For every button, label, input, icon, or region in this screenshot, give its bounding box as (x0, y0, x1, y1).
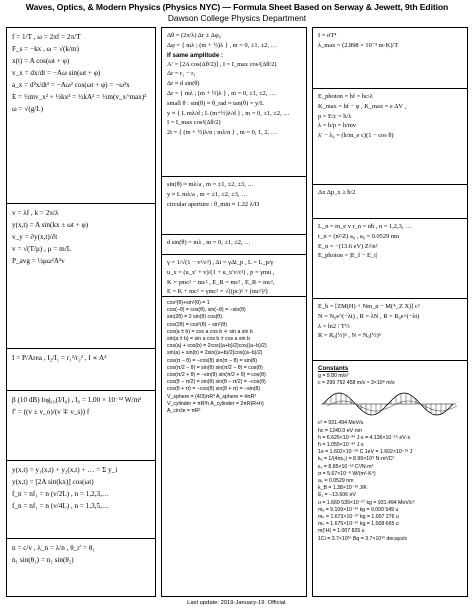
formula-line: A′ = [2A cos(Δθ/2)] , I = I_max cos²(Δθ/2) (167, 60, 277, 68)
formula-line: c² = 931.494 MeV/u (318, 420, 364, 427)
formula-line: Δr ≈ d sin(θ) (167, 80, 200, 88)
col2-section-2 (162, 176, 306, 234)
formula-line: y(x,t) = y₁(x,t) + y₂(x,t) + … = Σ y_i (12, 466, 118, 474)
col1-section-5 (7, 460, 155, 538)
formula-line: ε₀ = 8.85×10⁻¹² C²/N·m² (318, 463, 374, 470)
formula-line: sin(a ± b) = sin a cos b ± cos a sin b (167, 336, 250, 343)
col2-section-1 (162, 28, 306, 176)
column-modern-physics (312, 27, 468, 597)
formula-line: cos(a ± b) = cos a cos b ∓ sin a sin b (167, 328, 253, 335)
formula-line: hc = 1240.0 eV·nm (318, 427, 362, 434)
col1-section-2 (7, 203, 155, 348)
formula-line: Δθ = (2π/λ) Δr ± Δφ₀ (167, 32, 221, 39)
formula-line: n = c/v , λ_n = λ/n , θ_r′ = θ₁ (12, 544, 95, 552)
formula-line: γ = 1/√(1 − v²/c²) , Δt = γΔt_p , L = L_p/γ (167, 259, 274, 266)
formula-line: f_n = nf₁ = n (v/4L) , n = 1,3,5,… (12, 502, 110, 510)
formula-line: f_n = nf₁ = n (v/2L) , n = 1,2,3,… (12, 490, 110, 498)
col3-section-4 (313, 218, 467, 298)
formula-line: n₁ sin(θ₁) = n₂ sin(θ₂) (12, 556, 74, 564)
formula-line: Δx Δp_x ≥ ħ/2 (318, 189, 356, 196)
col1-section-3 (7, 348, 155, 390)
formula-line: λ′ − λ₀ = (h/m_e c)(1 − cos θ) (318, 132, 394, 140)
formula-line: Δφ = { mλ ; (m + ½)λ } , m = 0, ±1, ±2, … (167, 41, 278, 49)
formula-line: h = 6.626×10⁻³⁴ J·s = 4.136×10⁻¹⁵ eV·s (318, 434, 411, 441)
formula-line: E_n = −(13.6 eV) Z²/n² (318, 242, 378, 250)
formula-line: cos²(θ)+sin²(θ) = 1 (167, 300, 210, 306)
formula-line: β (10 dB) log₁₀(I/I₀) , I₀ = 1.00 × 10⁻¹² W/m² (12, 396, 142, 404)
formula-line: N = N₀e^(−λt) , R = λN , R = R₀e^(−λt) (318, 312, 420, 320)
formula-line: A_circle = πR² (167, 408, 201, 415)
header (0, 2, 474, 24)
formula-line: cos(−θ) = cos(θ), sin(−θ) = −sin(θ) (167, 307, 246, 314)
formula-line: ħ = 1.055×10⁻³⁴ J·s (318, 442, 364, 449)
formula-line: f = 1/T , ω = 2πf = 2π/T (12, 33, 81, 41)
document-subtitle: Dawson College Physics Department (167, 13, 307, 23)
col3-section-2 (313, 88, 467, 184)
formula-line: sin(θ) ≈ mλ/a , m = ±1, ±2, ±3, … (167, 181, 254, 188)
formula-line: y(x,t) = A sin(kx ± ωt + φ) (12, 221, 89, 229)
formula-line: y ≈ L mλ/a , m = ±1, ±2, ±3, … (167, 190, 248, 198)
formula-line: 1Ci = 3.7×10¹⁰ Bq = 3.7×10¹⁰ decays/s (318, 535, 407, 542)
formula-line: I = σT⁴ (318, 32, 337, 39)
formula-line: E_b = [ZM(H) + Nm_n − M(ᴬ_Z X)] c² (318, 303, 420, 310)
formula-line: m(¹H) = 1.007 825 u (318, 528, 365, 535)
col1-section-6 (7, 538, 155, 597)
formula-line: λ_max = (2.898 × 10⁻³ m·K)/T (318, 41, 399, 49)
formula-line: c = 299 792 458 m/s ≈ 3×10⁸ m/s (318, 380, 395, 387)
formula-line: small θ : sin(θ) ≈ θ_rad ≈ tan(θ) = y/L (167, 99, 264, 107)
formula-line: y(x,t) = [2A sin(kx)] cos(ωt) (12, 478, 94, 486)
formula-line: E₁ = −13.606 eV (318, 492, 356, 499)
formula-line: a_x = d²x/dt² = −Aω² cos(ωt + φ) = −ω²x (12, 81, 130, 89)
formula-line: r_n = (n²/Z) a₀ , a₀ = 0.0529 nm (318, 232, 400, 240)
formula-line: cos(a) + cos(b) = 2cos((a+b)/2)cos((a−b)/2) (167, 343, 267, 350)
formula-line: sin(2θ) = 2 sin(θ) cos(θ) (167, 314, 222, 321)
formula-line: d sin(θ) = mλ , m = 0, ±1, ±2, … (167, 239, 251, 246)
formula-line: k_B = 1.38×10⁻²³ J/K (318, 485, 367, 492)
footer: Last update: 2019-January-19. Official. (187, 600, 287, 606)
formula-line: cos(θ + π) = −cos(θ) sin(θ + π) = −sin(θ) (167, 386, 261, 393)
formula-line: y ≈ { L mλ/d ; L (m+½)λ/d } , m = 0, ±1, ±2, … (167, 109, 290, 117)
col1-section-4 (7, 390, 155, 460)
formula-line: K_max = hf − φ , K_max = e ΔV , (318, 102, 407, 110)
formula-line: f′ = ((v ± v_o)/(v ∓ v_s)) f (12, 408, 90, 416)
formula-line: 1e = 1.602×10⁻¹⁹ C 1eV = 1.602×10⁻¹⁹ J (318, 449, 413, 456)
formula-line: g = 9.80 m/s² (318, 373, 349, 379)
formula-line: E = ½mv_x² + ½kx² = ½kA² = ½m(v_x^max)² (12, 93, 147, 101)
formula-line: V_sphere = (4/3)πR³ A_sphere = 4πR² (167, 393, 257, 400)
formula-line: λ = h/p = h/mv (318, 122, 357, 130)
column-waves (6, 27, 156, 597)
col2-section-5 (162, 296, 306, 597)
formula-line: cos(π − θ) = −cos(θ) sin(π − θ) = sin(θ) (167, 357, 258, 364)
formula-line: I = P/Area , I₂/I₁ = r₁²/r₂² , I ∝ A² (12, 354, 107, 362)
formula-line: Δr = r₂ − r₁ (167, 70, 196, 78)
formula-line: a₀ = 0.0529 nm (318, 478, 354, 485)
formula-line: P_avg = ½μω²A²v (12, 257, 65, 265)
formula-line: E_photon = hf = hc/λ (318, 93, 373, 100)
formula-line: mₙ = 1.675×10⁻²⁷ kg = 1.008 665 u (318, 521, 399, 528)
formula-line: u = 1.660 539×10⁻²⁷ kg = 931.494 MeV/c² (318, 499, 415, 506)
formula-line: cos(π/2 − θ) = sin(θ) sin(π/2 − θ) = cos(θ) (167, 364, 263, 371)
formula-line: F_s = −kx , ω = √(k/m) (12, 45, 79, 53)
formula-line: I = I_max cos²(Δθ/2) (167, 119, 221, 127)
formula-line: λ = ln2 / T½ (318, 322, 350, 330)
section-label: If same amplitude : (167, 51, 224, 59)
col3-section-1 (313, 28, 467, 88)
em-wave-illustration (318, 390, 458, 418)
formula-line: cos(2θ) = cos²(θ) − sin²(θ) (167, 321, 227, 328)
col2-section-3 (162, 234, 306, 254)
col3-section-6 (313, 360, 467, 597)
formula-line: E_photon = |E_f − E_i| (318, 252, 378, 260)
formula-line: Δr = { mλ ; (m + ½)λ } , m = 0, ±1, ±2, … (167, 89, 276, 97)
formula-line: sin(a) + sin(b) = 2sin((a+b)/2)cos((a−b)/2) (167, 350, 263, 357)
formula-line: v = √(T/μ) , μ = m/L (12, 245, 72, 253)
formula-line: R = R₀(½)ⁿ , N = N₀(½)ⁿ (318, 332, 381, 340)
formula-line: ω = √(g/L) (12, 105, 44, 113)
formula-line: cos(π/2 + θ) = −sin(θ) sin(π/2 + θ) = cos(θ) (167, 372, 266, 379)
formula-line: kₑ = 1/(4πε₀) = 8.99×10⁹ N·m²/C² (318, 456, 395, 463)
column-optics (161, 27, 307, 597)
formula-line: E = K + mc² = γmc² = √((pc)² + (mc²)²) (167, 288, 268, 296)
formula-line: mₑ = 9.109×10⁻³¹ kg = 0.000 549 u (318, 506, 399, 513)
col3-section-3 (313, 184, 467, 218)
formula-line: v = λf , k = 2π/λ (12, 209, 59, 217)
section-label: Constants (318, 365, 349, 372)
formula-line: L_n = m_e v r_n = nħ , n = 1,2,3, … (318, 223, 412, 230)
formula-line: σ = 5.67×10⁻⁸ W/(m²·K⁴) (318, 470, 376, 477)
formula-line: K = γmc² − mc² , E_R = mc² , E_R = mc², (167, 278, 275, 286)
formula-line: circular aperture : θ_min ≈ 1.22 λ/D (167, 200, 260, 208)
formula-line: u_x = (u_x′ + v)/(1 + u_x′v/c²) , p = γmu , (167, 268, 275, 276)
formula-line: x(t) = A cos(ωt + φ) (12, 57, 70, 65)
formula-line: cos(θ − π/2) = sin(θ) sin(θ − π/2) = −cos(θ) (167, 379, 266, 386)
formula-line: mₚ = 1.673×10⁻²⁷ kg = 1.007 276 u (318, 514, 399, 521)
formula-line: p = E/c = h/λ (318, 112, 352, 120)
formula-line: v_x = dx/dt = −Aω sin(ωt + φ) (12, 69, 101, 77)
formula-line: 2t = { (m + ½)λ/n ; mλ/n } , m = 0, 1, 2, … (167, 129, 278, 137)
col1-section-1 (7, 28, 155, 203)
col2-section-4 (162, 254, 306, 296)
document-title: Waves, Optics, & Modern Physics (Physics NYC) — Formula Sheet Based on Serway & Jewett, 9th Edition (25, 2, 449, 12)
formula-line: V_cylinder = πR²h A_cylinder = 2πR(R+h) (167, 400, 264, 407)
formula-line: v_y = ∂y(x,t)/∂t (12, 233, 58, 241)
col3-section-5 (313, 298, 467, 360)
